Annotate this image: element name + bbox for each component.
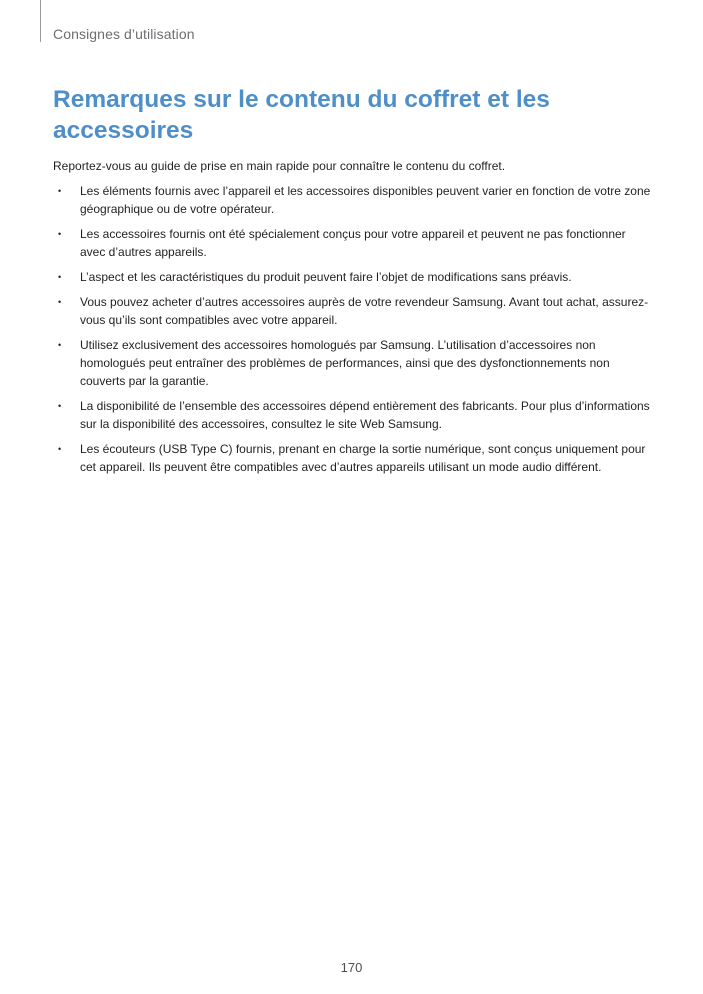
list-item [53,440,653,476]
intro-paragraph: Reportez-vous au guide de prise en main rapide pour connaître le contenu du coffret. [53,159,506,173]
list-item [53,293,653,329]
list-item-text: Les éléments fournis avec l’appareil et les accessoires disponibles peuvent varier en fonction de votre zone géographique ou de votre opérateur. [80,184,651,216]
list-item [53,397,653,433]
header-rule [40,0,41,42]
bullet-icon: • [58,340,62,350]
list-item [53,268,653,286]
bullet-icon: • [58,401,62,411]
list-item-text: Les accessoires fournis ont été spécialement conçus pour votre appareil et peuvent ne pas fonctionner avec d’autres appareils. [80,227,626,259]
list-item-text: L’aspect et les caractéristiques du produit peuvent faire l’objet de modifications sans préavis. [80,270,572,284]
bullet-icon: • [58,186,62,196]
bullet-icon: • [58,444,62,454]
list-item [53,182,653,218]
list-item-text: La disponibilité de l’ensemble des accessoires dépend entièrement des fabricants. Pour plus d’informations sur la disponibilité des accessoires, consultez le site Web Samsung. [80,399,650,431]
page-number: 170 [340,960,363,975]
bullet-list [53,182,653,483]
page-title: Remarques sur le contenu du coffret et les accessoires [53,86,550,144]
running-head: Consignes d’utilisation [53,26,195,42]
bullet-icon: • [58,297,62,307]
list-item [53,336,653,390]
list-item-text: Les écouteurs (USB Type C) fournis, prenant en charge la sortie numérique, sont conçus uniquement pour cet appareil. Ils peuvent être compatibles avec d’autres appareils utilisant un mode audio différent. [80,442,646,474]
list-item [53,225,653,261]
bullet-icon: • [58,229,62,239]
list-item-text: Utilisez exclusivement des accessoires homologués par Samsung. L’utilisation d’accessoires non homologués peut entraîner des problèmes de performances, ainsi que des dysfonctionnements non couverts par la garantie. [80,338,610,388]
bullet-icon: • [58,272,62,282]
list-item-text: Vous pouvez acheter d’autres accessoires auprès de votre revendeur Samsung. Avant tout achat, assurez-vous qu’ils sont compatibles avec votre appareil. [80,295,649,327]
